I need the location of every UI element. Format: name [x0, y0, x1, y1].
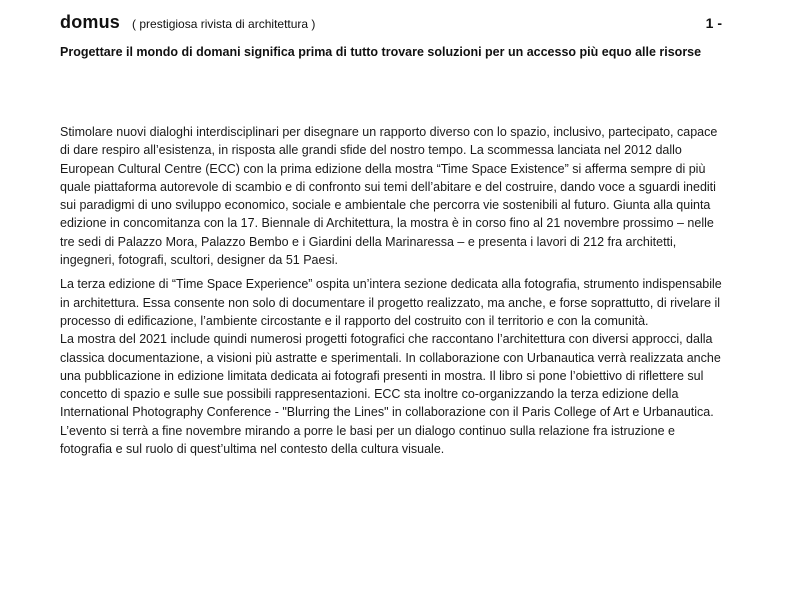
masthead — [60, 12, 730, 36]
magazine-name: domus — [60, 12, 121, 32]
article-headline: Progettare il mondo di domani significa prima di tutto trovare soluzioni per un accesso più equo alle risorse — [60, 45, 702, 59]
article-paragraph: Stimolare nuovi dialoghi interdisciplinari per disegnare un rapporto diverso con lo spazio, inclusivo, partecipato, capace di dare respiro all’esistenza, in risposta alle grandi sfide del nostro tempo. La scommessa lanciata nel 2012 dallo European Cultural Centre (ECC) con la prima edizione della mostra “Time Space Existence” si afferma sempre di più quale piattaforma autorevole di scambio e di confronto sui temi dell’abitare e del costruire, dando voce a sguardi inediti sui paradigmi di uno sviluppo economico, sociale e ambientale che percorra vie sostenibili al futuro. Giunta alla quinta edizione in concomitanza con la 17. Biennale di Architettura, la mostra è in corso fino al 21 novembre prossimo – nelle tre sedi di Palazzo Mora, Palazzo Bembo e i Giardini della Marinaressa – e presenta i lavori di 212 fra architetti, ingegneri, fotografi, scultori, designer da 51 Paesi. — [60, 125, 718, 268]
magazine-tagline: ( prestigiosa rivista di architettura ) — [132, 17, 316, 31]
article-paragraph: La mostra del 2021 include quindi numerosi progetti fotografici che raccontano l’architettura con diversi approcci, dalla classica documentazione, a visioni più astratte e sperimentali. In collaborazione con Urbanautica verrà realizzata anche una pubblicazione in edizione limitata dedicata ai fotografi presenti in mostra. Il libro si pone l’obiettivo di riflettere sul concetto di spazio e sulle sue possibili rappresentazioni. ECC sta inoltre co-organizzando la terza edizione della International Photography Conference - "Blurring the Lines" in collaborazione con il Paris College of Art e Urbanautica. L’evento si terrà a fine novembre mirando a porre le basi per un dialogo continuo sulla relazione fra istruzione e fotografia e sul ruolo di quest’ultima nel contesto della cultura visuale. — [60, 332, 721, 457]
article-paragraph: La terza edizione di “Time Space Experience” ospita un’intera sezione dedicata alla fotografia, strumento indispensabile in architettura. Essa consente non solo di documentare il progetto realizzato, ma anche, e forse soprattutto, di rivelare il processo di edificazione, l’ambiente circostante e il rapporto del costruito con il territorio e con la comunità. — [60, 277, 722, 328]
article-body — [60, 123, 730, 458]
page-number: 1 - — [705, 15, 722, 31]
